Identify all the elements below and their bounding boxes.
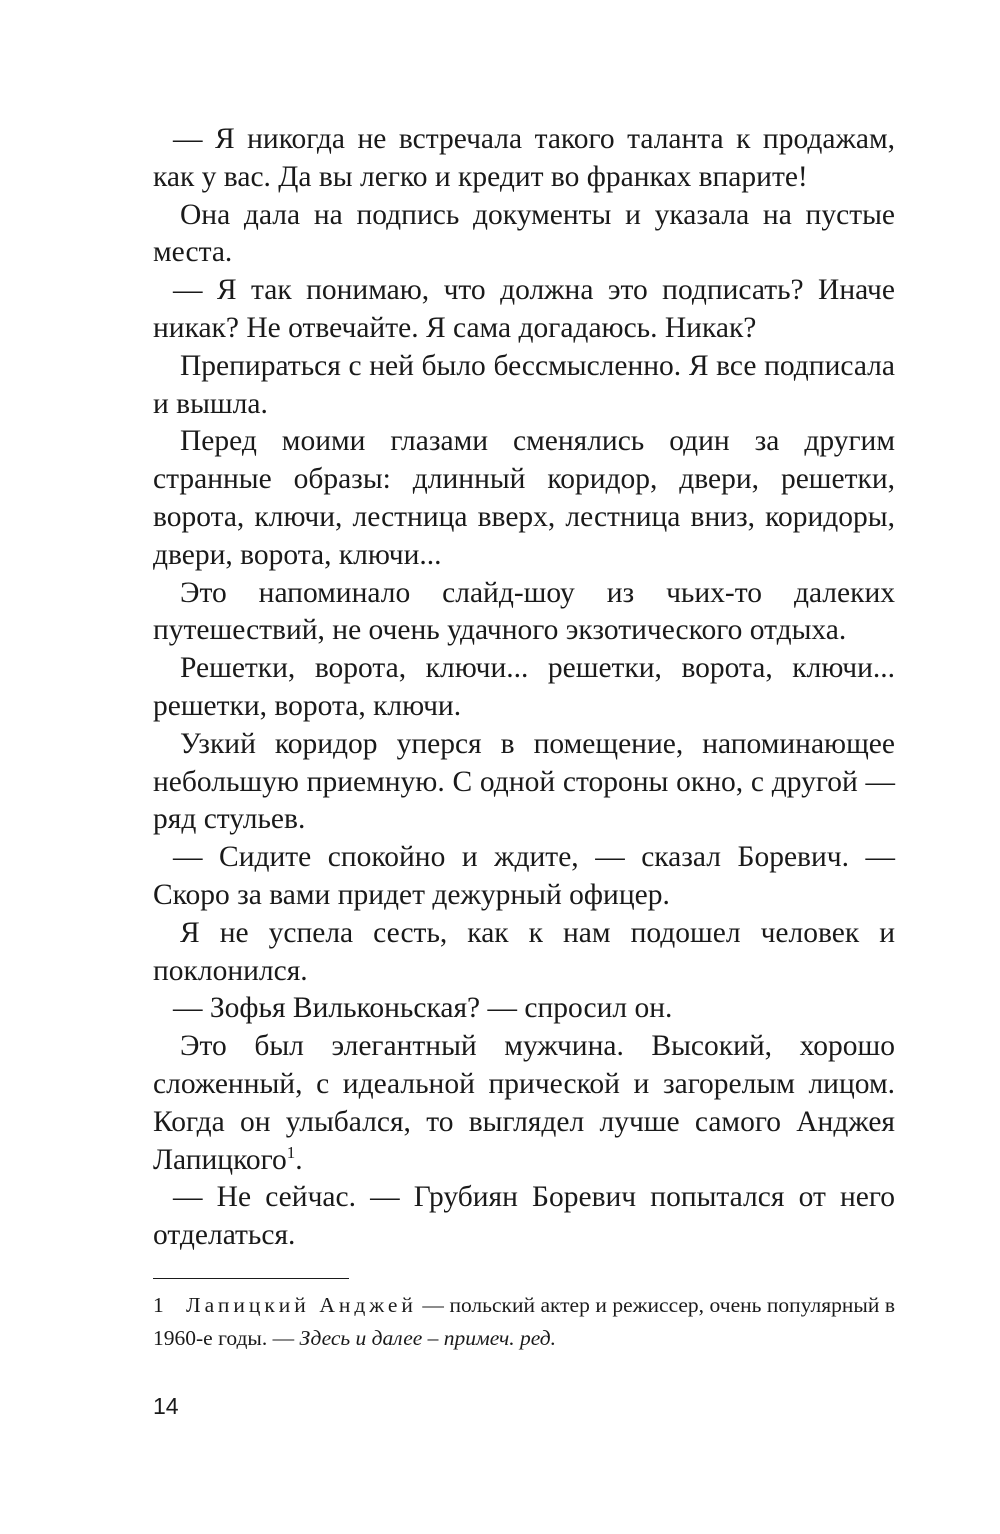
paragraph-text: Это был элегантный мужчина. Высокий, хорошо сложенный, с идеальной прической и загорелым лицом. Когда он улыбался, то выглядел лучше самого Анджея Лапицкого (153, 1030, 895, 1176)
paragraph-with-footnote (153, 1028, 895, 1179)
footnote-divider (153, 1278, 349, 1279)
footnote (153, 1289, 895, 1354)
footnote-editor-note: Здесь и далее – примеч. ред. (299, 1325, 557, 1350)
paragraph: Это напоминало слайд-шоу из чьих-то далеких путешествий, не очень удачного экзотического отдыха. (153, 576, 895, 647)
page-number: 14 (153, 1393, 179, 1419)
main-text (153, 121, 895, 1255)
paragraph-end: . (295, 1143, 303, 1176)
paragraph: Перед моими глазами сменялись один за другим странные образы: длинный коридор, двери, решетки, ворота, ключи, лестница вверх, лестница вниз, коридоры, двери, ворота, ключи... (153, 425, 895, 571)
paragraph: Она дала на подпись документы и указала на пустые места. (153, 198, 895, 269)
paragraph: — Сидите спокойно и ждите, — сказал Боревич. — Скоро за вами придет дежурный офицер. (153, 841, 895, 911)
paragraph: Узкий коридор уперся в помещение, напоминающее небольшую приемную. С одной стороны окно, с другой — ряд стульев. (153, 727, 895, 836)
paragraph: — Зофья Вильконьская? — спросил он. (173, 992, 673, 1025)
footnote-reference: 1 (286, 1142, 296, 1162)
paragraph: Препираться с ней было бессмысленно. Я все подписала и вышла. (153, 349, 895, 420)
paragraph: — Не сейчас. — Грубиян Боревич попытался от него отделаться. (153, 1181, 895, 1252)
paragraph: Я не успела сесть, как к нам подошел человек и поклонился. (153, 916, 895, 987)
footnote-number: 1 (153, 1293, 164, 1317)
paragraph: — Я так понимаю, что должна это подписать? Иначе никак? Не отвечайте. Я сама догадаюсь. Никак? (153, 274, 895, 344)
paragraph: — Я никогда не встречала такого таланта к продажам, как у вас. Да вы легко и кредит во франках впарите! (153, 123, 895, 193)
footnote-text: — польский актер и режиссер, очень популярный в 1960-е годы. — (153, 1293, 895, 1350)
paragraph: Решетки, ворота, ключи... решетки, ворота, ключи... решетки, ворота, ключи. (153, 652, 895, 722)
footnote-name: Лапицкий Анджей (186, 1293, 417, 1317)
